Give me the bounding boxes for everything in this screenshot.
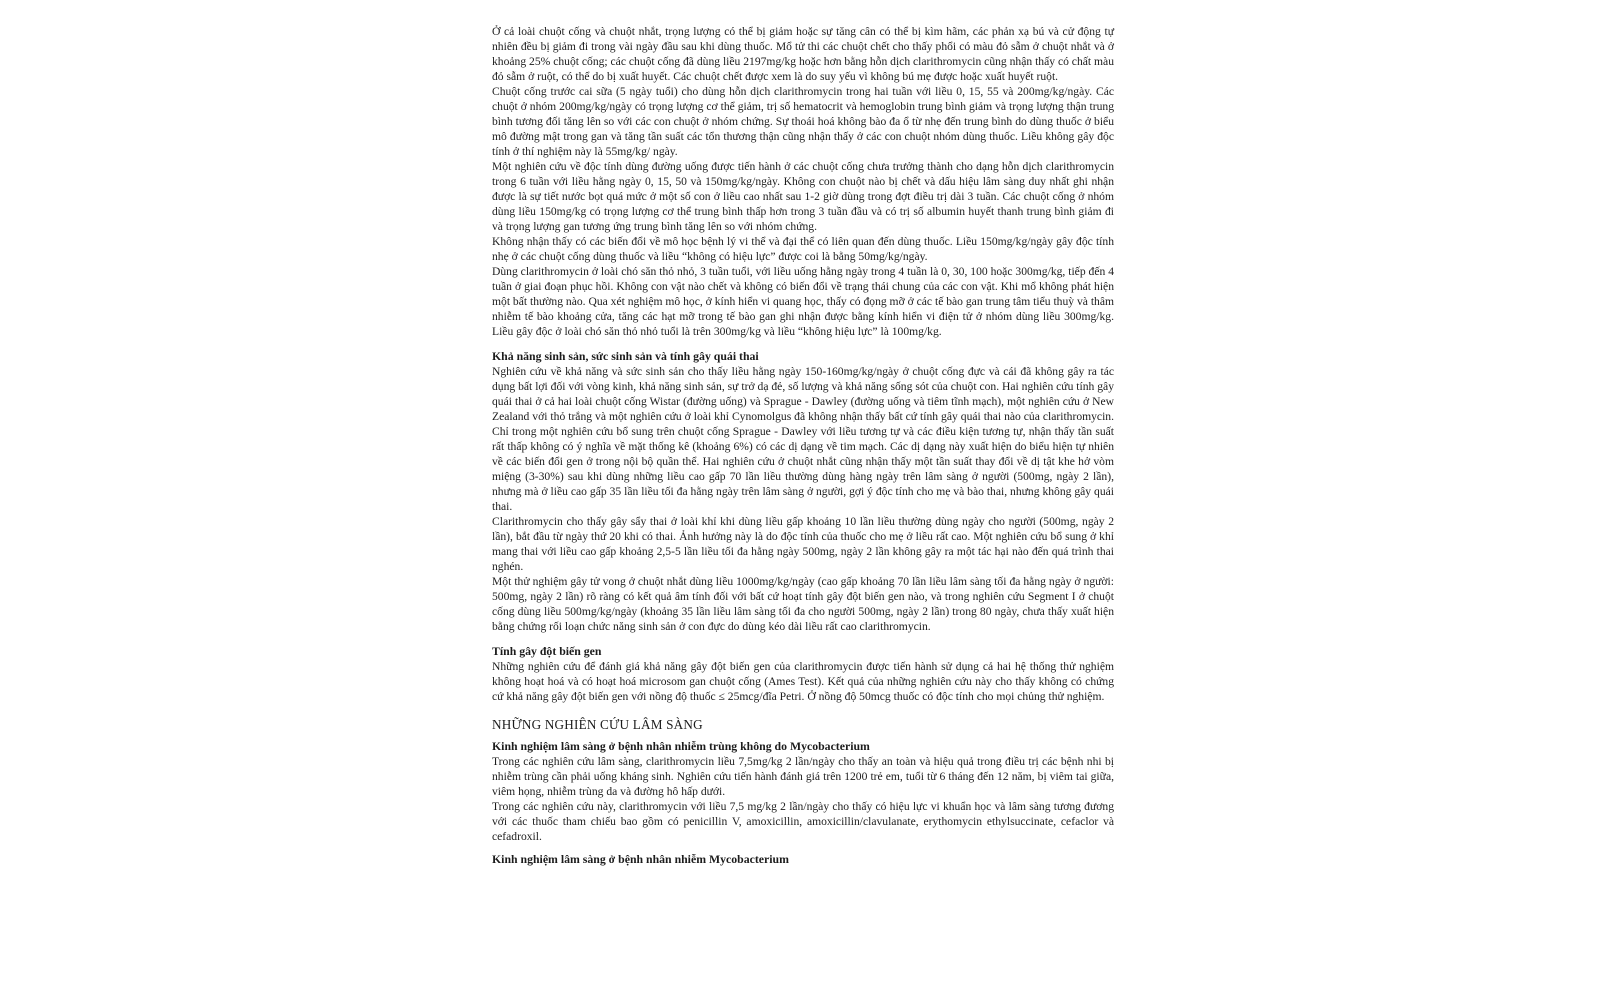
paragraph-juvenile-rat-oral-toxicity: Một nghiên cứu về độc tính dùng đường uống được tiến hành ở các chuột cống chưa trưởng thành cho dạng hỗn dịch clarithromycin trong 6 tuần với liều hằng ngày 0, 15, 50 và 150mg/kg/ngày. Không con chuột nào bị chết và dấu hiệu lâm sàng duy nhất ghi nhận được là sự tiết nước bọt quá mức ở một số con ở liều cao nhất sau 1-2 giờ dùng trong đợt điều trị dài 3 tuần. Các chuột cống ở nhóm dùng liều 150mg/kg có trọng lượng cơ thể trung bình thấp hơn trong 3 tuần đầu và có trị số albumin huyết thanh trung bình giảm đi và trọng lượng gan tương ứng trung bình tăng lên so với nhóm chứng. — [492, 160, 1114, 233]
paragraph-pediatric-trials: Trong các nghiên cứu lâm sàng, clarithromycin liều 7,5mg/kg 2 lần/ngày cho thấy an toàn và hiệu quả trong điều trị các bệnh nhi bị nhiễm trùng cần phải uống kháng sinh. Nghiên cứu tiến hành đánh giá trên 1200 trẻ em, tuổi từ 6 tháng đến 12 năm, bị viêm tai giữa, viêm họng, nhiễm trùng da và đường hô hấp dưới. — [492, 755, 1114, 798]
paragraph-beagle-dogs: Dùng clarithromycin ở loài chó săn thỏ nhỏ, 3 tuần tuổi, với liều uống hằng ngày trong 4 tuần là 0, 30, 100 hoặc 300mg/kg, tiếp đến 4 tuần ở giai đoạn phục hồi. Không con vật nào chết và không có biến đổi về trạng thái chung của các con vật. Khi mổ không phát hiện một bất thường nào. Qua xét nghiệm mô học, ở kính hiển vi quang học, thấy có đọng mỡ ở các tế bào gan trung tâm tiểu thuỳ và thâm nhiễm tế bào khoảng cửa, tăng các hạt mỡ trong tế bào gan ghi nhận được bằng kính hiển vi điện tử ở nhóm dùng liều 300mg/kg. Liều gây độc ở loài chó săn thỏ nhỏ tuổi là trên 300mg/kg và liều “không hiệu lực” là 100mg/kg. — [492, 265, 1114, 338]
paragraph-histopathology: Không nhận thấy có các biến đổi về mô học bệnh lý vi thể và đại thể có liên quan đến dùng thuốc. Liều 150mg/kg/ngày gây độc tính nhẹ ở các chuột cống dùng thuốc và liều “không có hiệu lực” được coi là bằng 50mg/kg/ngày. — [492, 235, 1114, 263]
heading-mutagenicity: Tính gây đột biến gen — [492, 644, 602, 658]
heading-clinical-studies: NHỮNG NGHIÊN CỨU LÂM SÀNG — [492, 717, 703, 732]
document-body — [492, 24, 1114, 867]
heading-non-mycobacterial-infections: Kinh nghiệm lâm sàng ở bệnh nhân nhiễm trùng không do Mycobacterium — [492, 739, 870, 753]
heading-fertility-teratogenicity: Khả năng sinh sản, sức sinh sản và tính gây quái thai — [492, 349, 759, 363]
paragraph-monkey-abortion: Clarithromycin cho thấy gây sẩy thai ở loài khỉ khi dùng liều gấp khoảng 10 lần liều thường dùng ngày cho người (500mg, ngày 2 lần), bắt đầu từ ngày thứ 20 khi có thai. Ảnh hưởng này là do độc tính của thuốc cho mẹ ở liều rất cao. Một nghiên cứu bổ sung ở khỉ mang thai với liều cao gấp khoảng 2,5-5 lần liều tối đa hằng ngày 500mg, ngày 2 lần không gây ra một tác hại nào đến quá trình thai nghén. — [492, 515, 1114, 573]
paragraph-comparator-drugs: Trong các nghiên cứu này, clarithromycin với liều 7,5 mg/kg 2 lần/ngày cho thấy có hiệu lực vi khuẩn học và lâm sàng tương đương với các thuốc tham chiếu bao gồm có penicillin V, amoxicillin, amoxicillin/clavulanate, erythomycin ethylsuccinate, cefaclor và cefadroxil. — [492, 800, 1114, 843]
paragraph-ames-test: Những nghiên cứu để đánh giá khả năng gây đột biến gen của clarithromycin được tiến hành sử dụng cả hai hệ thống thử nghiệm không hoạt hoá và có hoạt hoá microsom gan chuột cống (Ames Test). Kết quả của những nghiên cứu này cho thấy không có chứng cứ khả năng gây đột biến gen với nồng độ thuốc ≤ 25mcg/đĩa Petri. Ở nồng độ 50mcg thuốc có độc tính cho mọi chủng thử nghiệm. — [492, 660, 1114, 703]
paragraph-preweaning-rats: Chuột cống trước cai sữa (5 ngày tuổi) cho dùng hỗn dịch clarithromycin trong hai tuần với liều 0, 15, 55 và 200mg/kg/ngày. Các chuột ở nhóm 200mg/kg/ngày có trọng lượng cơ thể giảm, trị số hematocrit và hemoglobin trung bình giảm và trọng lượng thận trung bình tương đối tăng lên so với các con chuột ở nhóm chứng. Sự thoái hoá không bào đa ổ từ nhẹ đến trung bình do dùng thuốc ở biểu mô đường mật trong gan và tăng tần suất các tổn thương thận cũng nhận thấy ở các con chuột nhóm dùng thuốc. Liều không gây độc tính ở thí nghiệm này là 55mg/kg/ ngày. — [492, 85, 1114, 158]
paragraph-fertility-study: Nghiên cứu về khả năng và sức sinh sản cho thấy liều hằng ngày 150-160mg/kg/ngày ở chuột cống đực và cái đã không gây ra tác dụng bất lợi đối với vòng kinh, khả năng sinh sản, sự trở dạ đẻ, số lượng và khả năng sống sót của chuột con. Hai nghiên cứu tính gây quái thai ở cả hai loài chuột cống Wistar (đường uống) và Sprague - Dawley (đường uống và tiêm tĩnh mạch), một nghiên cứu ở New Zealand với thỏ trắng và một nghiên cứu ở loài khỉ Cynomolgus đã không nhận thấy bất cứ tính gây quái thai nào của clarithromycin. Chỉ trong một nghiên cứu bổ sung trên chuột cống Sprague - Dawley với liều tương tự và các điều kiện tương tự, nhận thấy tần suất rất thấp không có ý nghĩa về mặt thống kê (khoảng 6%) có các dị dạng về tim mạch. Các dị dạng này xuất hiện do biểu hiện tự nhiên về các biến đổi gen ở trong nội bộ quần thể. Hai nghiên cứu ở chuột nhắt cũng nhận thấy một tần suất thay đổi về dị tật khe hở vòm miệng (3-30%) sau khi dùng những liều cao gấp 70 lần liều thường dùng hàng ngày trên lâm sàng ở người (500mg, ngày 2 lần), nhưng mà ở liều cao gấp 35 lần liều tối đa hằng ngày trên lâm sàng ở người, gợi ý độc tính cho mẹ và bào thai, nhưng không gây quái thai. — [492, 365, 1114, 513]
paragraph-lethality-test: Một thử nghiệm gây tử vong ở chuột nhắt dùng liều 1000mg/kg/ngày (cao gấp khoảng 70 lần liều lâm sàng tối đa hằng ngày ở người: 500mg, ngày 2 lần) rõ ràng có kết quả âm tính đối với bất cứ hoạt tính gây đột biến gen nào, và trong nghiên cứu Segment I ở chuột cống dùng liều 500mg/kg/ngày (khoảng 35 lần liều lâm sàng tối đa cho người 500mg, ngày 2 lần) trong 80 ngày, chưa thấy xuất hiện bằng chứng rối loạn chức năng sinh sản ở con đực do dùng kéo dài liều rất cao clarithromycin. — [492, 575, 1114, 633]
heading-mycobacterial-infections: Kinh nghiệm lâm sàng ở bệnh nhân nhiễm Mycobacterium — [492, 852, 789, 866]
paragraph-mortality-observations: Ở cả loài chuột cống và chuột nhắt, trọng lượng có thể bị giảm hoặc sự tăng cân có thể bị kìm hãm, các phản xạ bú và cử động tự nhiên đều bị giảm đi trong vài ngày đầu sau khi dùng thuốc. Mổ tử thi các chuột chết cho thấy phổi có màu đỏ sẫm ở chuột nhắt và ở khoảng 25% chuột cống; các chuột cống đã dùng liều 2197mg/kg hoặc hơn bằng hỗn dịch clarithromycin cũng nhận thấy có chất màu đỏ sẫm ở ruột, có thể do bị xuất huyết. Các chuột chết được xem là do suy yếu vì không bú mẹ được hoặc xuất huyết ruột. — [492, 25, 1114, 83]
